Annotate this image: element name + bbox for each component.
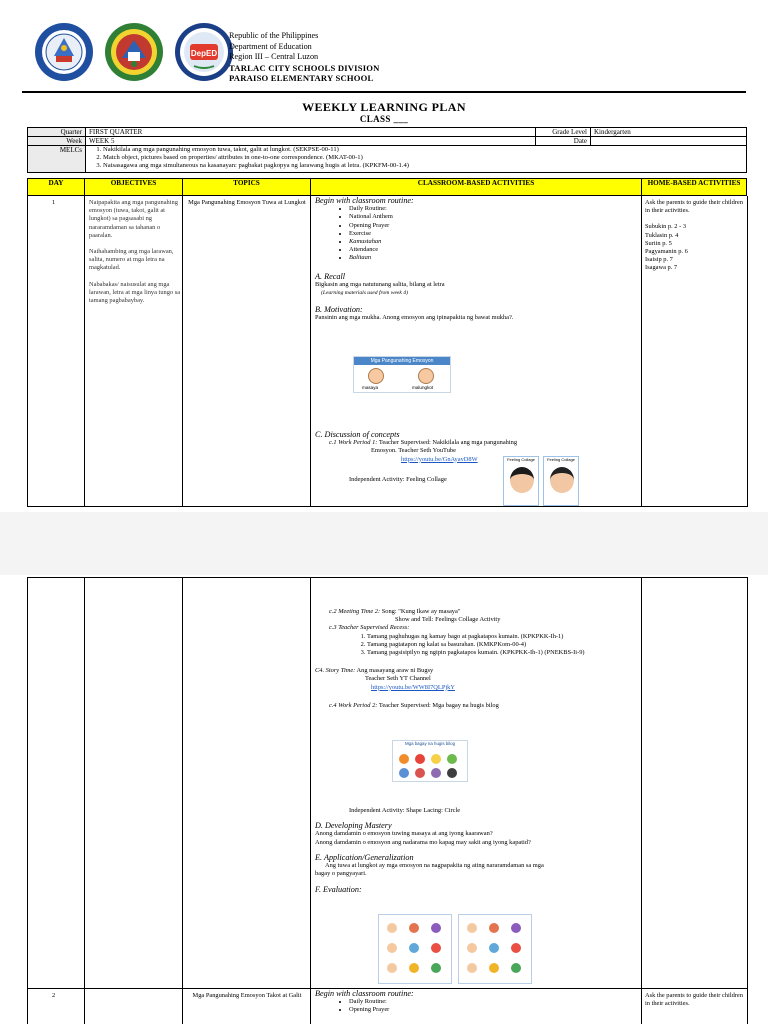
face-icon <box>511 943 521 953</box>
application-text: Ang tuwa at lungkot ay mga emosyon na nagpapakita ng ating nararamdaman sa mga <box>325 862 544 870</box>
routine-heading: Begin with classroom routine: <box>315 196 414 205</box>
meeting-time-text: Song: "Kung Ikaw ay masaya" <box>381 608 461 615</box>
melc-item: 3. Naisasagawa ang mga simultaneous na kasanayan: pagbakat pagkopya ng larawang hugis at letra. (KPKFM-00-1.4) <box>103 162 743 170</box>
letterhead-line-department: Department of Education <box>229 41 312 51</box>
work-period-label: c.1 Work Period 1: <box>329 439 378 447</box>
story-channel: Teacher Seth YT Channel <box>365 675 431 683</box>
girl-face-icon <box>510 467 534 493</box>
collage-label: Feeling Collage <box>507 457 535 462</box>
letterhead-text <box>229 31 380 84</box>
feeling-collage-image <box>503 456 539 506</box>
letterhead-line-division: TARLAC CITY SCHOOLS DIVISION <box>229 62 380 73</box>
document-page-2 <box>0 575 768 1024</box>
activities-cell-lower <box>315 807 640 895</box>
objective-text: Naihahambing ang mga larawan, salita, numero at mga letra na magkatulad. <box>89 248 174 272</box>
face-icon <box>431 963 441 973</box>
week-value: WEEK 5 <box>86 137 536 146</box>
feeling-collage-image <box>543 456 579 506</box>
home-item: Tuklasin p. 4 <box>645 231 679 239</box>
circle-objects-image <box>392 740 468 782</box>
youtube-link[interactable]: https://youtu.be/GnAyavD8W <box>401 455 478 463</box>
activities-cell-continued <box>315 608 640 710</box>
home-item: Isaisip p. 7 <box>645 256 673 264</box>
work-period-text2: Emosyon. Teacher Seth YouTube <box>371 447 456 455</box>
recess-item: 1. Tamang paghuhugas ng kamay bago at pagkatapos kumain. (KPKPKK-Ih-1) <box>367 633 640 641</box>
sad-face-icon <box>418 368 434 384</box>
grid-line <box>182 577 183 1024</box>
face-icon <box>511 923 521 933</box>
face-icon <box>511 963 521 973</box>
objectives-cell <box>89 199 181 305</box>
col-header-home: HOME-BASED ACTIVITIES <box>641 178 747 196</box>
col-header-activities: CLASSROOM-BASED ACTIVITIES <box>310 178 642 196</box>
plate-icon <box>447 754 457 764</box>
home-item: Subukin p. 2 - 3 <box>645 223 687 231</box>
grid-line <box>641 577 642 1024</box>
discussion-heading: C. Discussion of concepts <box>315 430 400 439</box>
melc-item: 2. Match object, pictures based on properties/ attributes in one-to-one correspondence. (MKAT-00-1) <box>103 154 743 162</box>
independent-activity: Independent Activity: Feeling Collage <box>349 475 447 483</box>
work-period-2-label: c.4 Work Period 2: <box>329 701 378 709</box>
application-heading: E. Application/Generalization <box>315 852 414 862</box>
date-label: Date <box>536 137 591 146</box>
grid-line <box>641 196 642 507</box>
home-item: Pagyamanin p. 6 <box>645 248 688 256</box>
face-icon <box>409 923 419 933</box>
motivation-heading: B. Motivation: <box>315 305 363 315</box>
quarter-value: FIRST QUARTER <box>86 128 536 137</box>
motivation-text: Pansinin ang mga mukha. Anong emosyon ang ipinapakita ng bawat mukha?. <box>315 314 514 322</box>
button-icon <box>431 768 441 778</box>
happy-face-icon <box>368 368 384 384</box>
routine-item: • Attendance <box>349 246 640 254</box>
deped-seal-logo <box>34 22 94 82</box>
collage-label: Feeling Collage <box>547 457 575 462</box>
face-icon <box>489 923 499 933</box>
wheel-icon <box>447 768 457 778</box>
grid-line <box>27 196 28 507</box>
sad-label: malungkot <box>412 385 434 390</box>
work-period-2-text: Teacher Supervised: Mga bagay na hugis bilog <box>378 701 499 709</box>
face-icon <box>489 963 499 973</box>
row2-activities-cell <box>315 990 640 1015</box>
recess-list <box>315 633 640 658</box>
face-icon <box>467 943 477 953</box>
activities-cell <box>315 197 640 323</box>
melcs-list <box>86 146 747 173</box>
topic-cell: Mga Pangunahing Emosyon Takot at Galit <box>192 992 302 999</box>
col-header-day: DAY <box>27 178 85 196</box>
routine-item: • Opening Prayer <box>349 1006 640 1014</box>
melcs-label: MELCs <box>28 146 86 173</box>
melc-item: 1. Nakikilala ang mga pangunahing emosyon tuwa, takot, galit at lungkot. (SEKPSE-00-11) <box>103 146 743 154</box>
circle-objects-title: Mga bagay na hugis bilog <box>404 741 456 746</box>
home-instruction: Ask the parents to guide their children in their activities. <box>645 199 743 215</box>
day-number: 2 <box>52 992 56 999</box>
story-time-text: Ang masayang araw ni Bugsy <box>356 667 434 675</box>
evaluation-heading: F. Evaluation: <box>315 885 362 895</box>
mastery-question: Anong damdamin o emosyon tuwing masaya at ang iyong kaarawan? <box>315 830 493 838</box>
happy-label: masaya <box>362 385 379 390</box>
grid-line <box>84 577 85 1024</box>
discussion-block <box>315 431 640 484</box>
story-time-label: C4. Story Time: <box>315 667 356 675</box>
date-value <box>591 137 747 146</box>
application-text2: bagay o pangyayari. <box>315 870 367 878</box>
story-youtube-link[interactable]: https://youtu.be/WW8I7QLPjkY <box>371 683 455 691</box>
grid-line <box>747 196 748 507</box>
emotions-image-title: Mga Pangunahing Emosyon <box>354 357 450 365</box>
routine-item: • Daily Routine: <box>349 205 640 213</box>
letterhead-line-school: PARAISO ELEMENTARY SCHOOL <box>229 73 374 84</box>
recess-item: 3. Tamang pagsisipilyo ng ngipin pagkatapos kumain. (KPKPKK-Ih-1) (PNEKBS-Ii-9) <box>367 649 640 657</box>
grid-line <box>310 577 311 1024</box>
grid-line <box>27 506 748 507</box>
recall-note: (Learning materials used from week 4) <box>321 290 408 297</box>
face-icon <box>467 923 477 933</box>
face-icon <box>409 943 419 953</box>
clock-icon <box>399 768 409 778</box>
school-division-seal-logo <box>104 22 164 82</box>
face-icon <box>431 923 441 933</box>
face-icon <box>489 943 499 953</box>
routine-item: • Opening Prayer <box>349 222 640 230</box>
letterhead-line-republic: Republic of the Philippines <box>229 31 319 40</box>
topic-cell: Mga Pangunahing Emosyon Tuwa at Lungkot <box>188 199 306 206</box>
face-icon <box>387 943 397 953</box>
face-icon <box>467 963 477 973</box>
independent-activity-2: Independent Activity: Shape Lacing: Circle <box>349 807 461 814</box>
home-item: Isagawa p. 7 <box>645 264 678 272</box>
evaluation-worksheet-2 <box>458 914 532 984</box>
show-and-tell-text: Show and Tell: Feelings Collage Activity <box>395 616 501 624</box>
col-header-topics: TOPICS <box>182 178 311 196</box>
ball-icon <box>415 754 425 764</box>
recall-heading: A. Recall <box>315 271 346 281</box>
emotions-image <box>353 356 451 393</box>
routine-list <box>315 205 640 262</box>
grid-line <box>27 577 748 578</box>
face-icon <box>431 943 441 953</box>
grade-level-value: Kindergarten <box>591 128 747 137</box>
header-divider <box>22 91 746 93</box>
objective-text: Naipapakita ang mga pangunahing emosyon (tuwa, takot, galit at lungkot) sa pagsasabi ng nararamdaman sa tahanan o paaralan. <box>89 199 178 239</box>
orange-icon <box>399 754 409 764</box>
col-header-objectives: OBJECTIVES <box>84 178 183 196</box>
info-table <box>27 127 747 173</box>
home-activities-cell <box>645 199 745 273</box>
meeting-time-label: c.2 Meeting Time 2: <box>329 608 381 615</box>
coin-icon <box>431 754 441 764</box>
face-icon <box>387 963 397 973</box>
svg-text:DepED: DepED <box>190 49 218 58</box>
routine-heading: Begin with classroom routine: <box>315 989 414 998</box>
routine-item: • Exercise <box>349 230 640 238</box>
routine-item: • National Anthem <box>349 213 640 221</box>
day-number: 1 <box>52 199 56 206</box>
letterhead-line-region: Region III – Central Luzon <box>229 52 319 62</box>
home-item: Suriin p. 5 <box>645 239 672 247</box>
quarter-label: Quarter <box>28 128 86 137</box>
grid-line <box>747 577 748 1024</box>
grid-line <box>84 196 85 507</box>
mastery-question: Anong damdamin o emosyon ang nadarama mo kapag may sakit ang iyong kapatid? <box>315 838 531 846</box>
recess-item: 2. Tamang pagtatapon ng kalat sa basurahan. (KMKPKom-00-4) <box>367 641 640 649</box>
routine-list <box>315 998 640 1014</box>
boy-face-icon <box>550 467 574 493</box>
week-label: Week <box>28 137 86 146</box>
document-title: WEEKLY LEARNING PLAN <box>302 100 466 114</box>
developing-mastery-heading: D. Developing Mastery <box>315 821 392 831</box>
row2-home-cell: Ask the parents to guide their children in their activities. <box>645 992 743 1008</box>
paraiso-school-seal-logo <box>174 22 234 82</box>
recall-text: Bigkasin ang mga natutunang salita, bilang at letra <box>315 280 445 288</box>
work-period-text: Teacher Supervised: Nakikilala ang mga pangunahing <box>378 439 518 447</box>
donut-icon <box>415 768 425 778</box>
routine-item: • Daily Routine: <box>349 998 640 1006</box>
objective-text: Nababakas/ naisusulat ang mga larawan, letra at mga linya tungo sa tamang pagbabaybay. <box>89 280 181 305</box>
grid-line <box>310 196 311 507</box>
recess-label: c.3 Teacher Supervised Recess: <box>329 624 410 632</box>
grade-level-label: Grade Level <box>536 128 591 137</box>
routine-item: • Balitaan <box>349 254 640 262</box>
grid-line <box>27 577 28 1024</box>
grid-line <box>182 196 183 507</box>
evaluation-worksheet-1 <box>378 914 452 984</box>
page-gap <box>0 512 768 575</box>
face-icon <box>409 963 419 973</box>
document-subtitle: CLASS ___ <box>359 114 409 124</box>
face-icon <box>387 923 397 933</box>
routine-item: • Kamustahan <box>349 238 640 246</box>
